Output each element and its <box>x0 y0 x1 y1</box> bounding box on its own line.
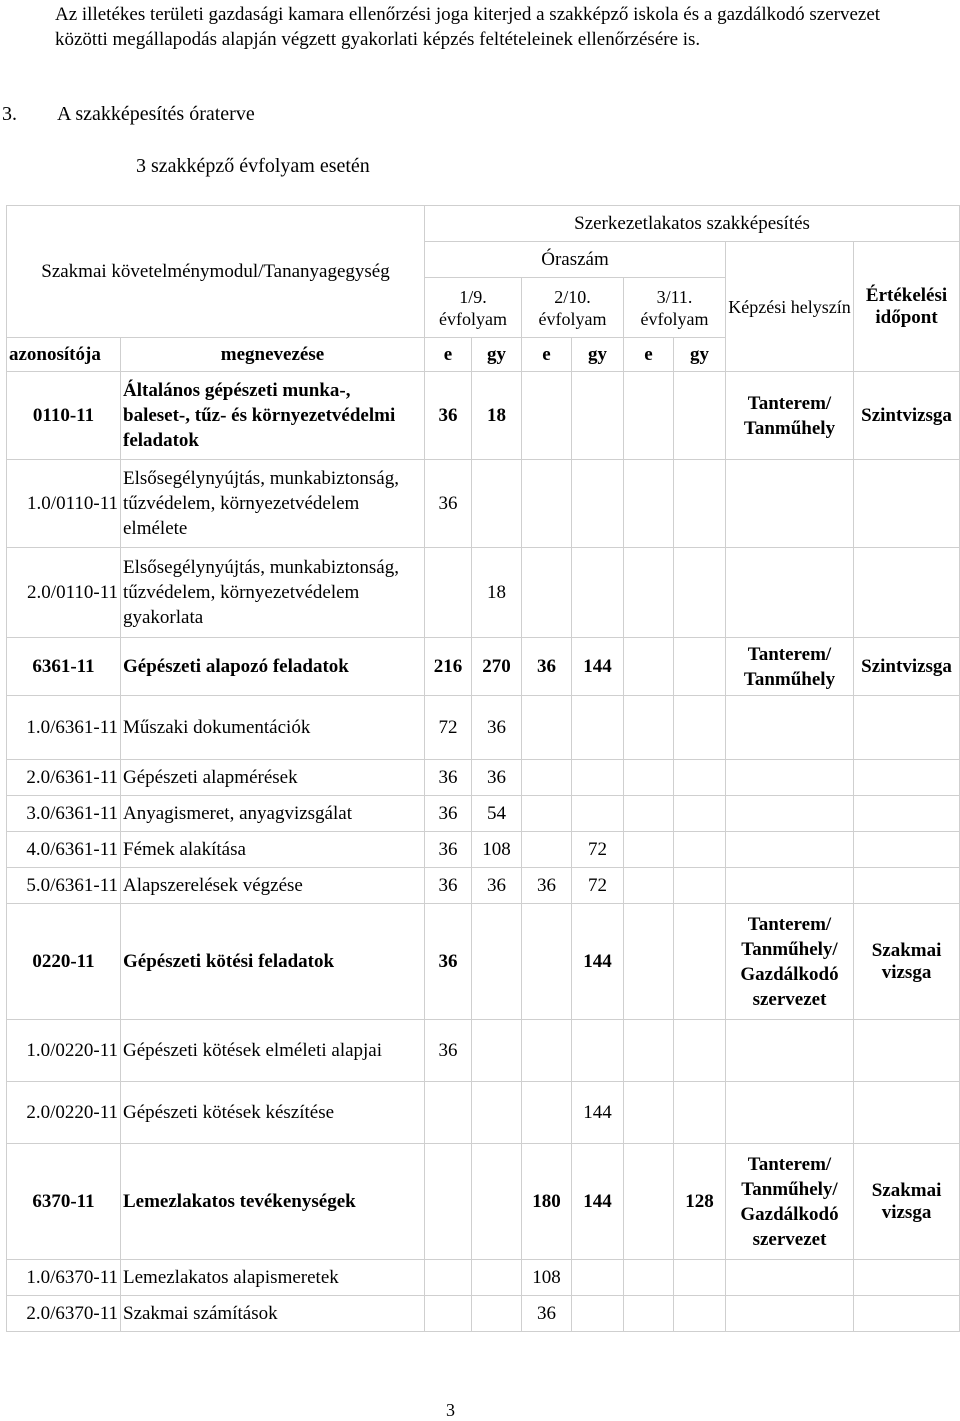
section-number: 3. <box>2 103 17 125</box>
unit-name: Alapszerelések végzése <box>121 868 425 904</box>
unit-id: 2.0/6361-11 <box>7 760 121 796</box>
year-1-e-header: e <box>425 338 472 372</box>
hours-cell: 128 <box>674 1144 726 1260</box>
evaluation-header: Értékelési időpont <box>854 242 960 372</box>
unit-name: Fémek alakítása <box>121 832 425 868</box>
hours-cell: 36 <box>425 372 472 460</box>
unit-id: 4.0/6361-11 <box>7 832 121 868</box>
year-3-header: 3/11. évfolyam <box>624 278 726 338</box>
evaluation-cell: Szintvizsga <box>854 372 960 460</box>
hours-cell: 72 <box>572 868 624 904</box>
table-row <box>7 548 960 638</box>
unit-id: 2.0/0110-11 <box>7 548 121 638</box>
table-row <box>7 372 960 460</box>
evaluation-cell: Szakmai vizsga <box>854 904 960 1020</box>
table-title: Szerkezetlakatos szakképesítés <box>425 206 960 242</box>
unit-name: Műszaki dokumentációk <box>121 696 425 760</box>
hours-cell: 144 <box>572 638 624 696</box>
unit-id: 1.0/6370-11 <box>7 1260 121 1296</box>
table-row <box>7 460 960 548</box>
hours-cell: 108 <box>522 1260 572 1296</box>
hours-cell: 72 <box>425 696 472 760</box>
year-1-gy-header: gy <box>472 338 522 372</box>
unit-name: Elsősegélynyújtás, munkabiztonság, tűzvédelem, környezetvédelem elmélete <box>121 460 425 548</box>
table-row <box>7 1020 960 1082</box>
unit-id: 2.0/6370-11 <box>7 1296 121 1332</box>
hours-cell: 270 <box>472 638 522 696</box>
unit-id: 1.0/0220-11 <box>7 1020 121 1082</box>
module-id: 6370-11 <box>7 1144 121 1260</box>
module-id: 6361-11 <box>7 638 121 696</box>
module-id: 0110-11 <box>7 372 121 460</box>
hours-cell: 18 <box>472 372 522 460</box>
unit-name: Szakmai számítások <box>121 1296 425 1332</box>
unit-name: Gépészeti kötések készítése <box>121 1082 425 1144</box>
hours-cell: 144 <box>572 1144 624 1260</box>
location-cell: Tanterem/ Tanműhely <box>726 638 854 696</box>
year-3-e-header: e <box>624 338 674 372</box>
table-row <box>7 904 960 1020</box>
module-name: Gépészeti kötési feladatok <box>121 904 425 1020</box>
hours-cell: 36 <box>425 904 472 1020</box>
year-1-header: 1/9. évfolyam <box>425 278 522 338</box>
unit-id: 2.0/0220-11 <box>7 1082 121 1144</box>
table-row <box>7 1296 960 1332</box>
hours-cell: 36 <box>425 796 472 832</box>
hours-header: Óraszám <box>425 242 726 278</box>
evaluation-cell: Szakmai vizsga <box>854 1144 960 1260</box>
unit-id: 1.0/6361-11 <box>7 696 121 760</box>
module-name: Gépészeti alapozó feladatok <box>121 638 425 696</box>
hours-cell: 36 <box>522 638 572 696</box>
hours-cell: 144 <box>572 1082 624 1144</box>
evaluation-cell: Szintvizsga <box>854 638 960 696</box>
section-title: A szakképesítés óraterve <box>57 103 255 125</box>
curriculum-table <box>6 205 960 1332</box>
id-column-header: azonosítója <box>7 338 121 372</box>
page-number: 3 <box>446 1400 455 1420</box>
module-name: Általános gépészeti munka-, baleset-, tűz- és környezetvédelmi feladatok <box>121 372 425 460</box>
year-2-header: 2/10. évfolyam <box>522 278 624 338</box>
unit-id: 5.0/6361-11 <box>7 868 121 904</box>
hours-cell: 216 <box>425 638 472 696</box>
year-2-gy-header: gy <box>572 338 624 372</box>
table-row <box>7 796 960 832</box>
module-header: Szakmai követelménymodul/Tananyagegység <box>7 206 425 338</box>
table-row <box>7 1082 960 1144</box>
hours-cell: 72 <box>572 832 624 868</box>
table-row <box>7 832 960 868</box>
hours-cell: 108 <box>472 832 522 868</box>
table-row <box>7 760 960 796</box>
hours-cell: 18 <box>472 548 522 638</box>
hours-cell: 36 <box>472 696 522 760</box>
unit-name: Lemezlakatos alapismeretek <box>121 1260 425 1296</box>
hours-cell: 36 <box>522 1296 572 1332</box>
year-2-e-header: e <box>522 338 572 372</box>
unit-id: 3.0/6361-11 <box>7 796 121 832</box>
name-column-header: megnevezése <box>121 338 425 372</box>
hours-cell: 36 <box>522 868 572 904</box>
location-cell: Tanterem/ Tanműhely/ Gazdálkodó szervezet <box>726 904 854 1020</box>
hours-cell: 36 <box>472 760 522 796</box>
unit-name: Gépészeti alapmérések <box>121 760 425 796</box>
table-row <box>7 1144 960 1260</box>
hours-cell: 36 <box>425 868 472 904</box>
hours-cell: 54 <box>472 796 522 832</box>
hours-cell: 36 <box>472 868 522 904</box>
hours-cell: 36 <box>425 832 472 868</box>
location-header: Képzési helyszín <box>726 242 854 372</box>
location-cell: Tanterem/ Tanműhely <box>726 372 854 460</box>
table-row <box>7 638 960 696</box>
section-subtitle: 3 szakképző évfolyam esetén <box>136 155 370 177</box>
module-name: Lemezlakatos tevékenységek <box>121 1144 425 1260</box>
hours-cell: 36 <box>425 1020 472 1082</box>
module-id: 0220-11 <box>7 904 121 1020</box>
intro-paragraph: Az illetékes területi gazdasági kamara ellenőrzési joga kiterjed a szakképző iskola és a gazdálkodó szervezet közötti megállapodás alapján végzett gyakorlati képzés feltételeinek ellenőrzésére is. <box>55 4 881 50</box>
table-row <box>7 1260 960 1296</box>
table-row <box>7 868 960 904</box>
unit-name: Anyagismeret, anyagvizsgálat <box>121 796 425 832</box>
hours-cell: 36 <box>425 460 472 548</box>
unit-id: 1.0/0110-11 <box>7 460 121 548</box>
unit-name: Gépészeti kötések elméleti alapjai <box>121 1020 425 1082</box>
unit-name: Elsősegélynyújtás, munkabiztonság, tűzvédelem, környezetvédelem gyakorlata <box>121 548 425 638</box>
year-3-gy-header: gy <box>674 338 726 372</box>
hours-cell: 36 <box>425 760 472 796</box>
hours-cell: 180 <box>522 1144 572 1260</box>
location-cell: Tanterem/ Tanműhely/ Gazdálkodó szervezet <box>726 1144 854 1260</box>
table-row <box>7 696 960 760</box>
hours-cell: 144 <box>572 904 624 1020</box>
